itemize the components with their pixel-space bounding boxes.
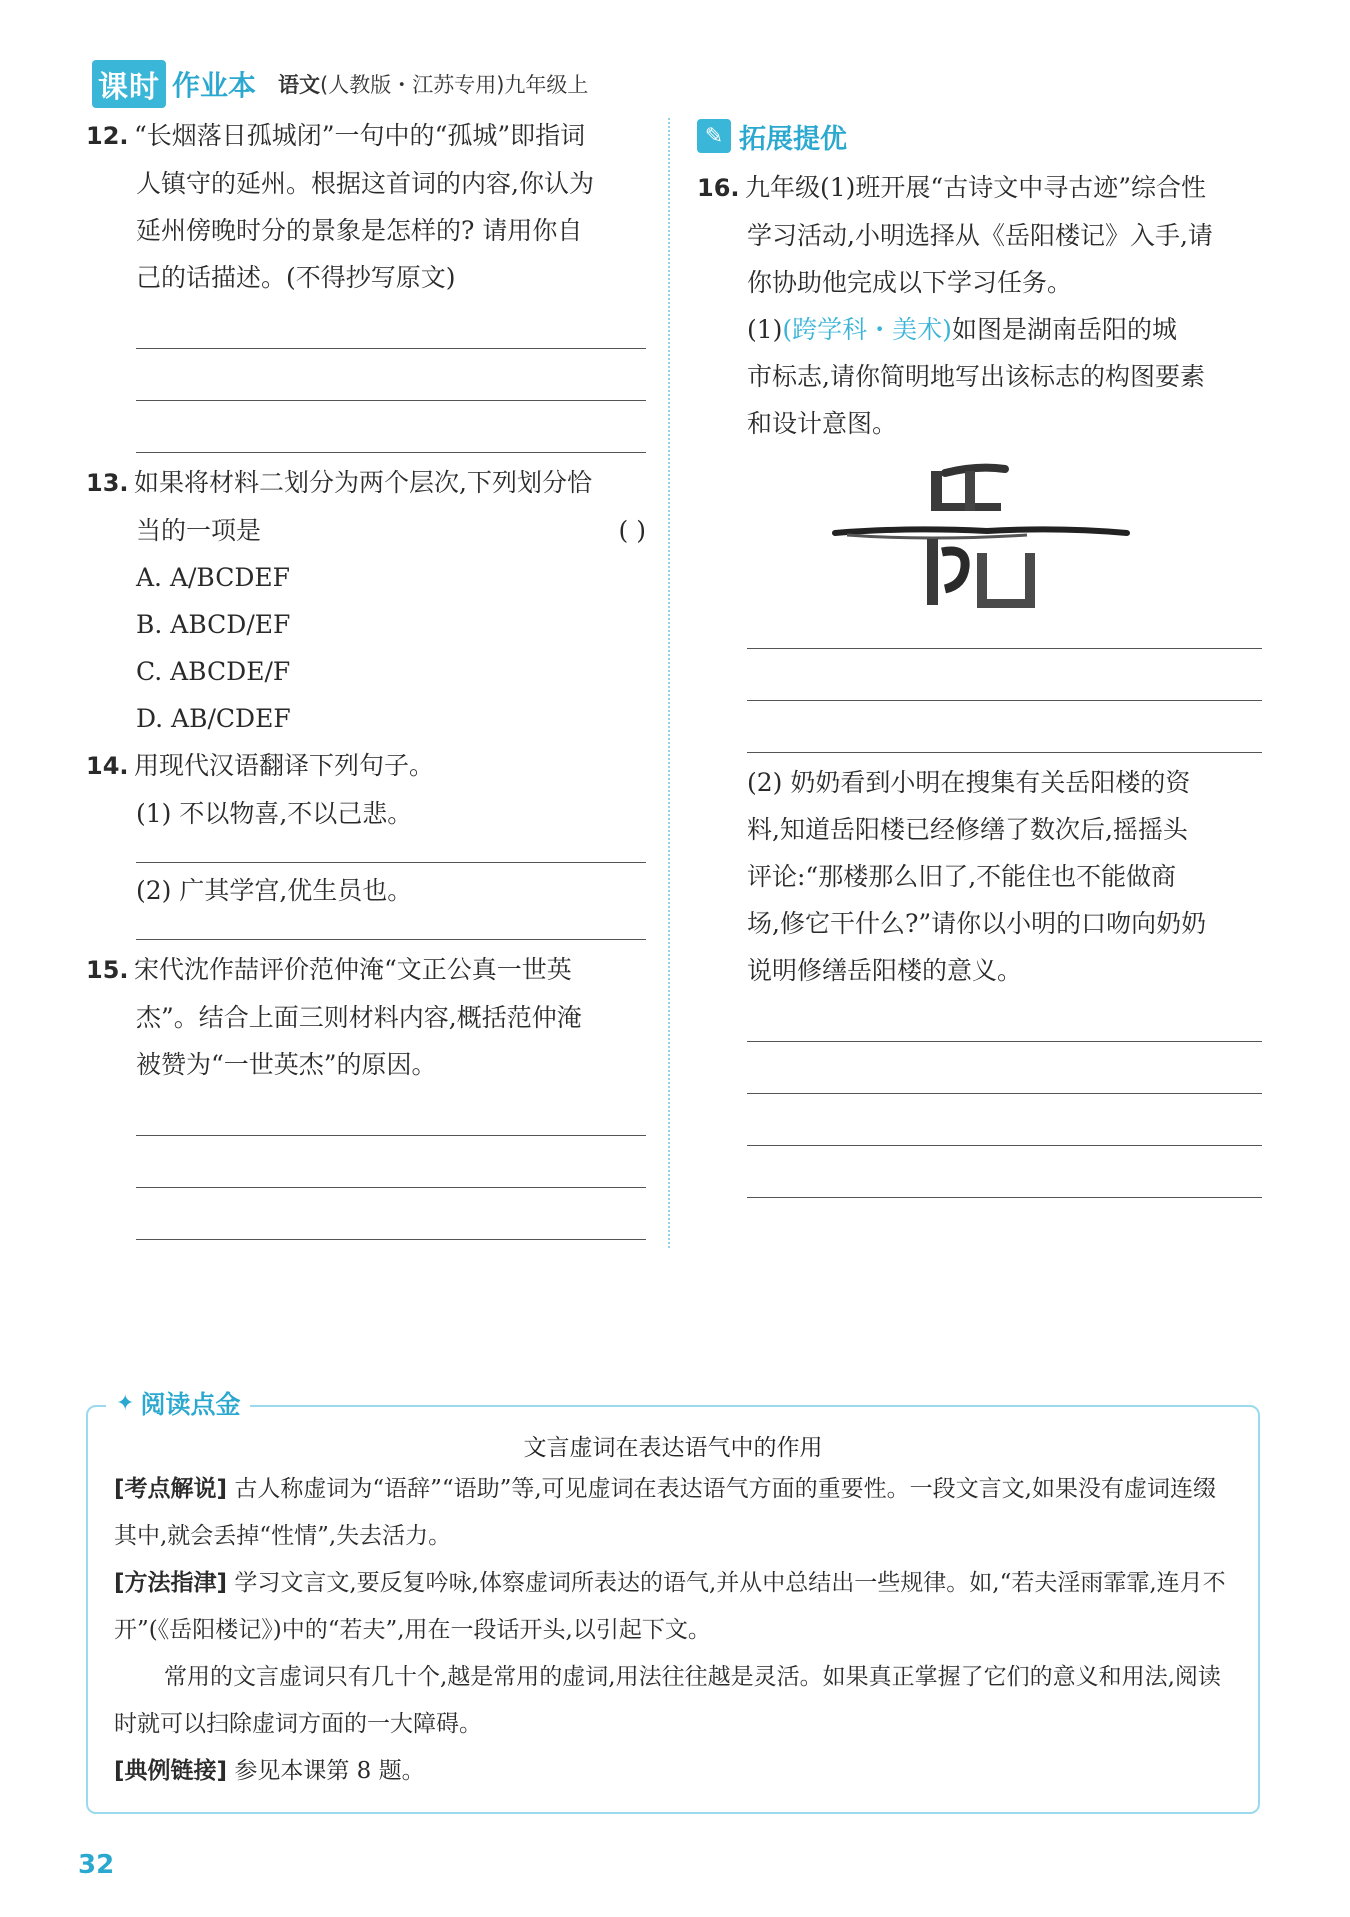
question-number: 14.: [86, 752, 129, 780]
option-b[interactable]: B. ABCD/EF: [136, 610, 291, 639]
question-13: [86, 459, 646, 742]
cross-subject-tag: (跨学科・美术): [782, 315, 952, 344]
question-text: 被赞为“一世英杰”的原因。: [136, 1050, 437, 1079]
question-14: [86, 742, 646, 940]
yueyang-city-logo: [827, 457, 1147, 627]
section-title: 拓展提优: [739, 123, 847, 155]
question-text: 料,知道岳阳楼已经修缮了数次后,摇摇头: [747, 815, 1188, 844]
page-header: [92, 62, 588, 106]
reading-title: 文言虚词在表达语气中的作用: [523, 1435, 823, 1461]
question-text: 市标志,请你简明地写出该标志的构图要素: [747, 362, 1205, 391]
question-text: 如果将材料二划分为两个层次,下列划分恰: [134, 468, 592, 497]
question-text: 延州傍晚时分的景象是怎样的? 请用你自: [136, 216, 583, 245]
question-text: 九年级(1)班开展“古诗文中寻古迹”综合性: [745, 173, 1206, 202]
question-text: 杰”。结合上面三则材料内容,概括范仲淹: [136, 1003, 582, 1032]
answer-parenthesis[interactable]: ( ): [618, 516, 646, 545]
option-a[interactable]: A. A/BCDEF: [136, 563, 291, 592]
page-number: 32: [78, 1850, 115, 1880]
question-text: 你协助他完成以下学习任务。: [747, 268, 1073, 297]
question-number: 12.: [86, 122, 129, 150]
question-number: 15.: [86, 956, 129, 984]
answer-line[interactable]: [136, 938, 646, 940]
option-c[interactable]: C. ABCDE/F: [136, 657, 291, 686]
brand-name: 作业本: [172, 69, 257, 102]
question-text: 学习活动,小明选择从《岳阳楼记》入手,请: [747, 221, 1213, 250]
question-text: 说明修缮岳阳楼的意义。: [747, 956, 1023, 985]
paragraph-key-point: [考点解说] 古人称虚词为“语辞”“语助”等,可见虚词在表达语气方面的重要性。一段文言文,如果没有虚词连缀其中,就会丢掉“性情”,失去活力。: [114, 1476, 1216, 1549]
question-15: [86, 946, 646, 1240]
right-column: [697, 112, 1262, 1198]
subject-label: 语文(人教版・江苏专用)九年级上: [278, 73, 589, 97]
question-text: 评论:“那楼那么旧了,不能住也不能做商: [747, 862, 1177, 891]
column-divider: [668, 118, 670, 1248]
figure-area: [697, 447, 1262, 647]
sub-question: (1) 不以物喜,不以己悲。: [136, 799, 413, 828]
sub-question-1: (1)(跨学科・美术)如图是湖南岳阳的城: [747, 315, 1177, 344]
question-12: [86, 112, 646, 453]
question-text: 和设计意图。: [747, 409, 898, 438]
question-text: “长烟落日孤城闭”一句中的“孤城”即指词: [134, 121, 586, 150]
reading-tips-tab: [106, 1385, 250, 1421]
question-text: 宋代沈作喆评价范仲淹“文正公真一世英: [134, 955, 572, 984]
left-column: [86, 112, 646, 1240]
answer-line[interactable]: [136, 1238, 646, 1240]
question-number: 16.: [697, 174, 740, 202]
question-number: 13.: [86, 469, 129, 497]
section-heading: [697, 112, 1262, 160]
pencil-icon: ✎: [697, 119, 731, 153]
sub-question-2: (2) 奶奶看到小明在搜集有关岳阳楼的资: [747, 768, 1191, 797]
question-text-line: 当的一项是 ( ): [86, 507, 646, 554]
paragraph-common-particles: 常用的文言虚词只有几十个,越是常用的虚词,用法往往越是灵活。如果真正掌握了它们的意义和用法,阅读时就可以扫除虚词方面的一大障碍。: [114, 1664, 1221, 1737]
paragraph-example-link: [典例链接] 参见本课第 8 题。: [114, 1758, 425, 1784]
question-text: 场,修它干什么?”请你以小明的口吻向奶奶: [747, 909, 1207, 938]
question-text: 己的话描述。(不得抄写原文): [136, 263, 456, 292]
reading-tips-label: 阅读点金: [140, 1390, 241, 1419]
question-16: [697, 164, 1262, 1198]
reading-body: [88, 1462, 1258, 1795]
paragraph-method: [方法指津] 学习文言文,要反复吟咏,体察虚词所表达的语气,并从中总结出一些规律。如,“若夫淫雨霏霏,连月不开”(《岳阳楼记》)中的“若夫”,用在一段话开头,以引起下文。: [114, 1570, 1226, 1643]
answer-line[interactable]: [747, 1196, 1262, 1198]
option-d[interactable]: D. AB/CDEF: [136, 704, 291, 733]
question-text: 人镇守的延州。根据这首词的内容,你认为: [136, 169, 594, 198]
question-text: 用现代汉语翻译下列句子。: [134, 751, 435, 780]
reading-tips-box: [86, 1390, 1260, 1814]
brand-logo: 课时: [92, 60, 166, 108]
answer-line[interactable]: [136, 451, 646, 453]
sparkle-icon: ✦: [116, 1390, 135, 1416]
sub-question: (2) 广其学宫,优生员也。: [136, 876, 413, 905]
